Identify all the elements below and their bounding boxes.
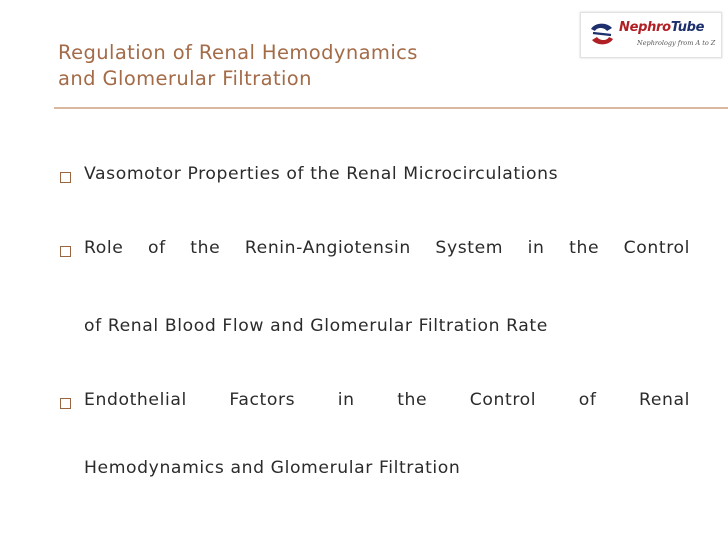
bullet-1-line-1: Vasomotor Properties of the Renal Microcirculations <box>84 164 559 184</box>
logo-brand-part2: Tube <box>670 20 705 35</box>
nephrotube-swirl-icon <box>587 19 617 49</box>
nephrotube-logo <box>580 12 722 58</box>
bullet-3-line-2: Hemodynamics and Glomerular Filtration <box>84 458 461 478</box>
bullet-2-line-2: of Renal Blood Flow and Glomerular Filtration Rate <box>84 316 548 336</box>
bullet-2-line-1: Role of the Renin-Angiotensin System in the Control <box>84 238 690 258</box>
title-line-1: Regulation of Renal Hemodynamics <box>58 41 418 64</box>
bullet-square-icon <box>60 398 71 409</box>
logo-brand-part1: Nephro <box>619 20 671 35</box>
logo-tagline: Nephrology from A to Z <box>637 39 716 47</box>
bullet-3-line-1: Endothelial Factors in the Control of Renal <box>84 390 690 410</box>
slide-title <box>58 40 578 92</box>
title-divider <box>54 107 728 109</box>
bullet-square-icon <box>60 246 71 257</box>
bullet-square-icon <box>60 172 71 183</box>
title-line-2: and Glomerular Filtration <box>58 67 312 91</box>
logo-brand <box>619 20 704 35</box>
